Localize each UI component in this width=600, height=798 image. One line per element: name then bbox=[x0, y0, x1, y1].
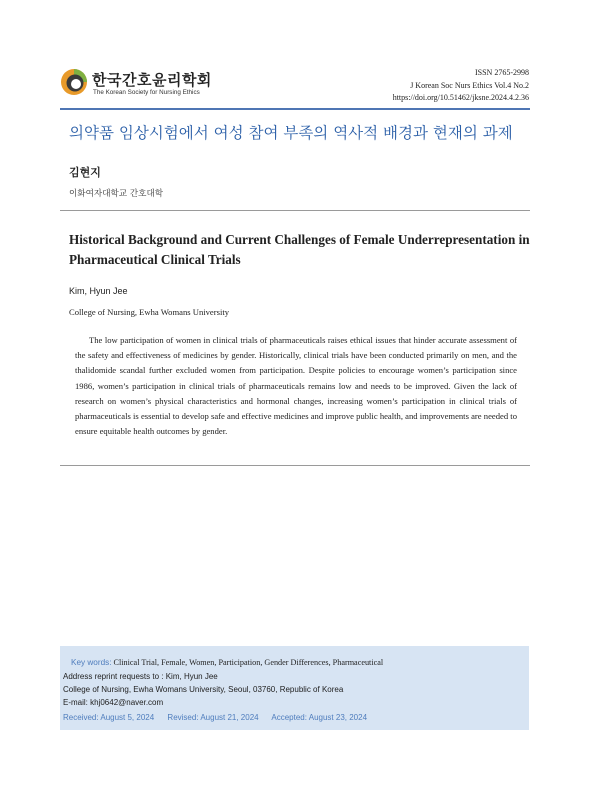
author-korean: 김현지 bbox=[69, 166, 101, 179]
affiliation-english: College of Nursing, Ewha Womans University bbox=[69, 307, 230, 317]
society-name-korean: 한국간호윤리학회 bbox=[92, 71, 212, 89]
revised-date: Revised: August 21, 2024 bbox=[167, 713, 259, 722]
affiliation-korean: 이화여자대학교 간호대학 bbox=[69, 189, 164, 199]
society-logo-icon bbox=[60, 68, 88, 96]
issn: ISSN 2765-2998 bbox=[474, 68, 529, 77]
journal-citation: J Korean Soc Nurs Ethics Vol.4 No.2 bbox=[410, 80, 529, 90]
title-korean: 의약품 임상시험에서 여성 참여 부족의 역사적 배경과 현재의 과제 bbox=[69, 124, 513, 142]
article-dates bbox=[63, 713, 378, 722]
abstract: The low participation of women in clinical trials of pharmaceuticals raises ethical issues that hinder accurate assessment of the safety and effectiveness of medicines by gender. Historically, clinical trials have been conducted primarily on men, and the thalidomide scandal further excluded women from participation. Despite policies to encourage women’s participation since 1986, women’s participation in clinical trials of pharmaceuticals remains low and needs to be improved. Given the lack of research on women’s physical characteristics and hormonal changes, increasing women’s participation in clinical trials of pharmaceuticals is essential to develop safe and effective medicines and improve public health, and improvements are needed to ensure equitable health outcomes by gender. bbox=[75, 335, 517, 437]
article-info-box bbox=[60, 646, 529, 730]
keywords-list: Clinical Trial, Female, Women, Participation, Gender Differences, Pharmaceutical bbox=[113, 658, 384, 667]
doi-link[interactable]: https://doi.org/10.51462/jksne.2024.4.2.36 bbox=[392, 93, 529, 102]
journal-meta bbox=[393, 67, 529, 105]
keywords-label: Key words: bbox=[71, 658, 112, 667]
received-date: Received: August 5, 2024 bbox=[63, 713, 155, 722]
accepted-date: Accepted: August 23, 2024 bbox=[271, 713, 368, 722]
reprint-request: Address reprint requests to : Kim, Hyun Jee bbox=[63, 672, 218, 681]
society-logo bbox=[60, 68, 250, 104]
keywords bbox=[71, 658, 383, 667]
abstract-divider bbox=[60, 465, 530, 466]
author-english: Kim, Hyun Jee bbox=[69, 286, 128, 296]
header-divider bbox=[60, 108, 530, 110]
correspondence-email[interactable]: E-mail: khj0642@naver.com bbox=[63, 698, 164, 707]
correspondence-address: College of Nursing, Ewha Womans University, Seoul, 03760, Republic of Korea bbox=[63, 685, 344, 694]
section-divider bbox=[60, 210, 530, 211]
title-english: Historical Background and Current Challenges of Female Underrepresentation in Pharmaceutical Clinical Trials bbox=[69, 232, 530, 267]
society-name-english: The Korean Society for Nursing Ethics bbox=[93, 89, 200, 96]
